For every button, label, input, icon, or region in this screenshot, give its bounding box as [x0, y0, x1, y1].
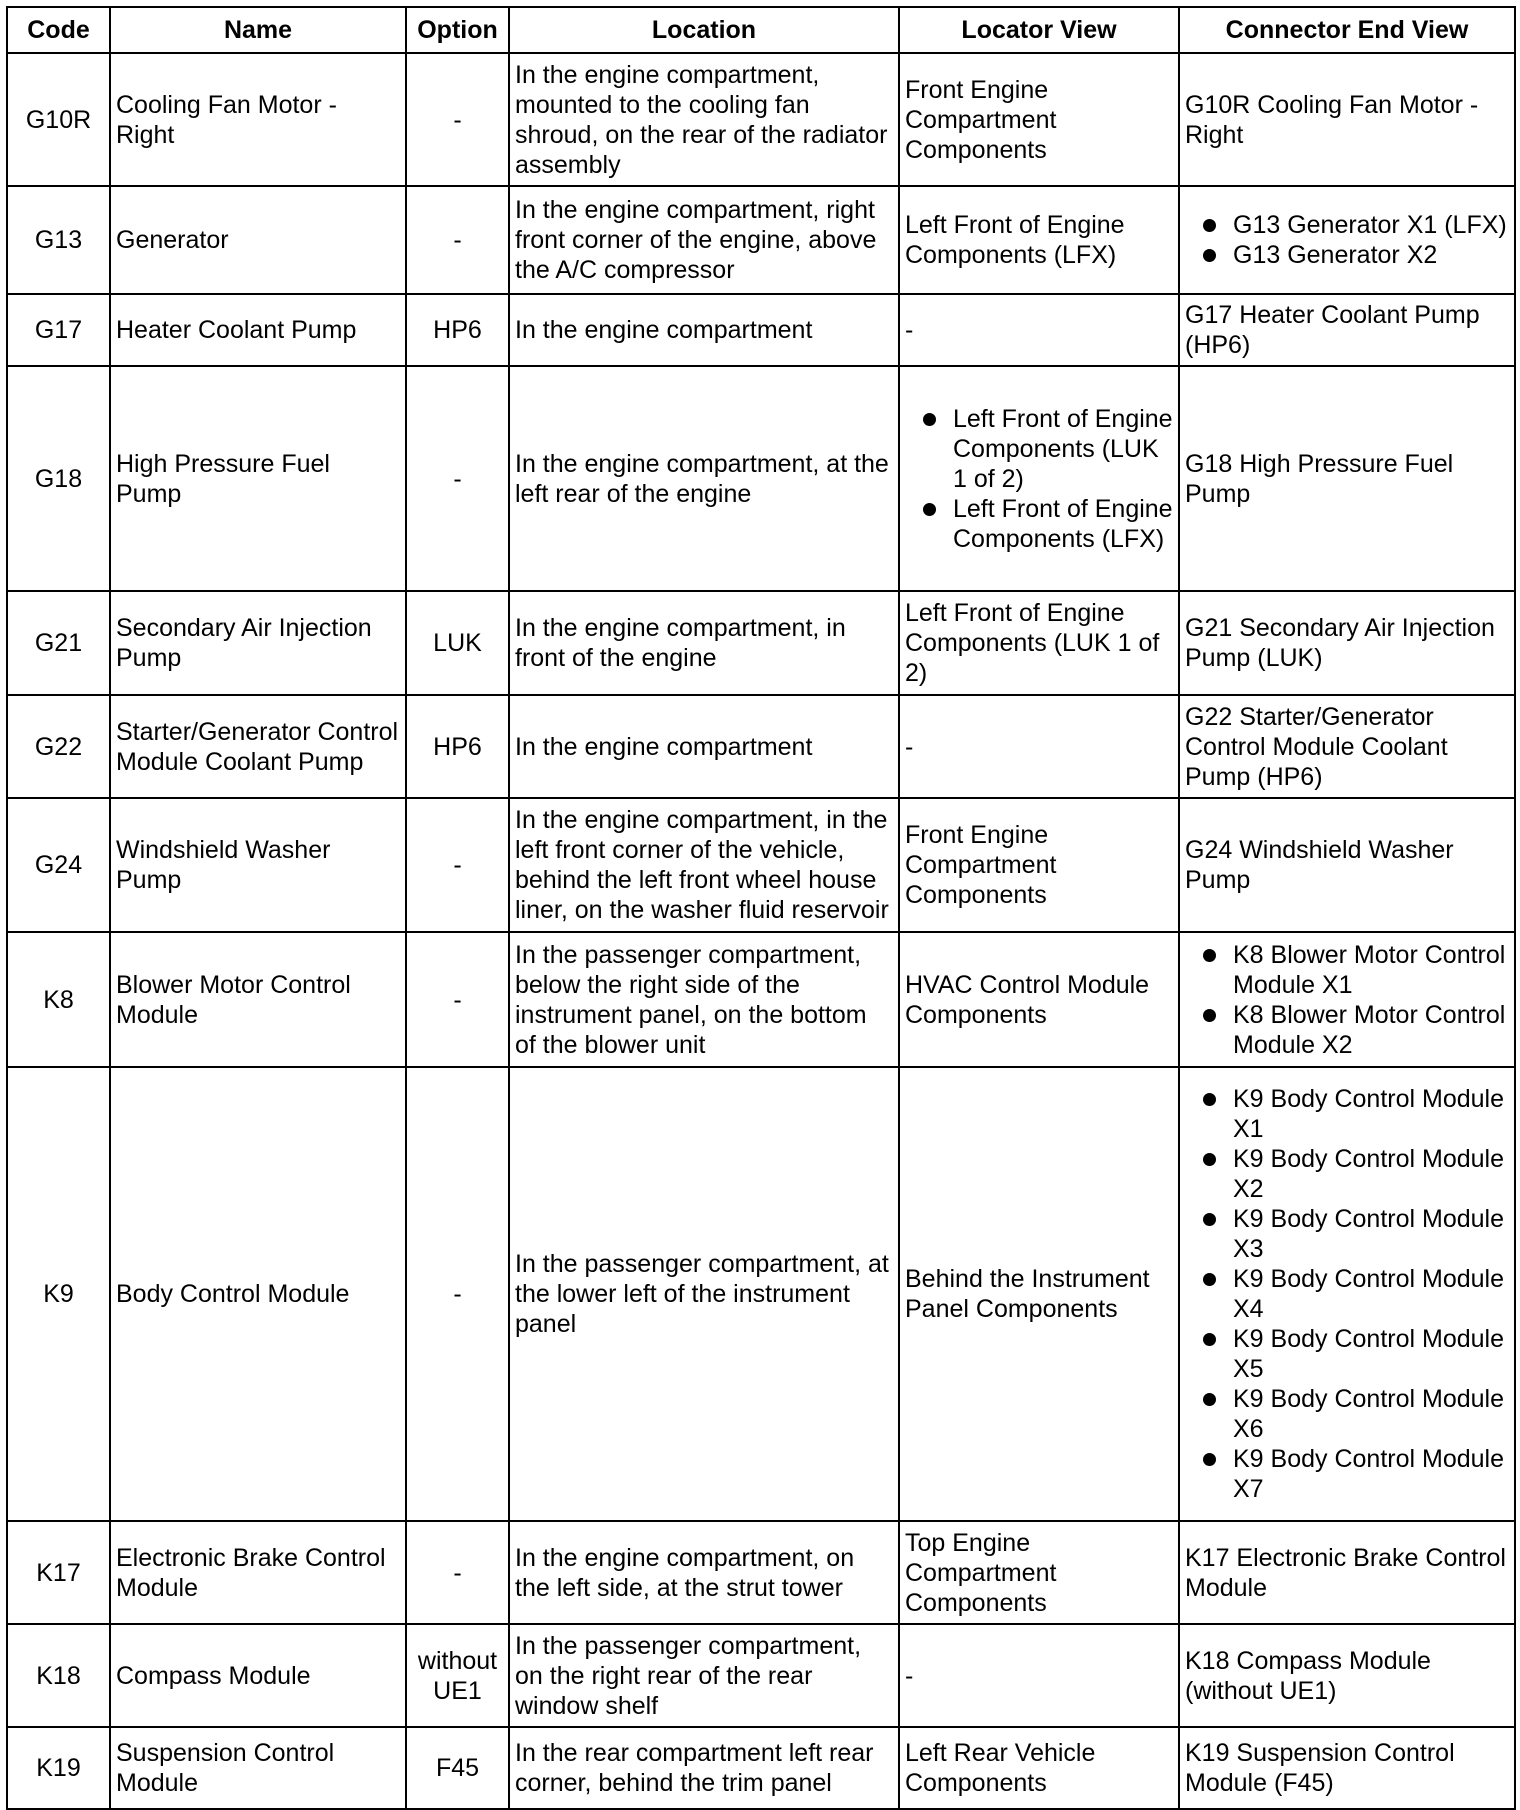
cell-locator-view: - [899, 695, 1179, 798]
table-header [7, 7, 1515, 53]
header-row [7, 7, 1515, 53]
bullet-item: G13 Generator X2 [1185, 240, 1509, 270]
cell-locator-view: Left Front of Engine Components (LUK 1 of 2) [899, 591, 1179, 695]
cell-name: Heater Coolant Pump [110, 294, 406, 366]
cell-location: In the engine compartment, mounted to the cooling fan shroud, on the rear of the radiator assembly [509, 53, 899, 186]
cell-code: G21 [7, 591, 110, 695]
cell-name: Compass Module [110, 1624, 406, 1727]
cell-code: G17 [7, 294, 110, 366]
cell-location: In the rear compartment left rear corner, behind the trim panel [509, 1727, 899, 1809]
cell-location: In the engine compartment, on the left side, at the strut tower [509, 1521, 899, 1624]
cell-locator-view: HVAC Control Module Components [899, 932, 1179, 1067]
cell-connector-end-view: G22 Starter/Generator Control Module Coolant Pump (HP6) [1179, 695, 1515, 798]
cell-connector-end-view: G18 High Pressure Fuel Pump [1179, 366, 1515, 591]
table-row [7, 294, 1515, 366]
cell-code: G10R [7, 53, 110, 186]
table-row [7, 1067, 1515, 1521]
cell-connector-end-view: G17 Heater Coolant Pump (HP6) [1179, 294, 1515, 366]
bullet-item: Left Front of Engine Components (LFX) [905, 494, 1173, 554]
table-row [7, 366, 1515, 591]
cell-option: - [406, 932, 509, 1067]
cell-name: Body Control Module [110, 1067, 406, 1521]
cell-location: In the engine compartment, in the left front corner of the vehicle, behind the left front wheel house liner, on the washer fluid reservoir [509, 798, 899, 932]
bullet-item: G13 Generator X1 (LFX) [1185, 210, 1509, 240]
table-row [7, 591, 1515, 695]
cell-connector-end-view: K17 Electronic Brake Control Module [1179, 1521, 1515, 1624]
cell-locator-view-list [905, 404, 1173, 554]
bullet-item: K9 Body Control Module X2 [1185, 1144, 1509, 1204]
cell-option: - [406, 186, 509, 294]
cell-location: In the engine compartment, right front corner of the engine, above the A/C compressor [509, 186, 899, 294]
cell-option: HP6 [406, 695, 509, 798]
cell-location: In the engine compartment, in front of the engine [509, 591, 899, 695]
table-row [7, 186, 1515, 294]
cell-locator-view: Top Engine Compartment Components [899, 1521, 1179, 1624]
table-row [7, 695, 1515, 798]
bullet-item: K8 Blower Motor Control Module X2 [1185, 1000, 1509, 1060]
cell-option: - [406, 1521, 509, 1624]
cell-code: G24 [7, 798, 110, 932]
bullet-item: K9 Body Control Module X1 [1185, 1084, 1509, 1144]
cell-option: - [406, 53, 509, 186]
cell-locator-view: - [899, 294, 1179, 366]
cell-option: LUK [406, 591, 509, 695]
cell-locator-view [899, 366, 1179, 591]
cell-locator-view: Behind the Instrument Panel Components [899, 1067, 1179, 1521]
bullet-item: K9 Body Control Module X6 [1185, 1384, 1509, 1444]
cell-option: without UE1 [406, 1624, 509, 1727]
bullet-item: Left Front of Engine Components (LUK 1 of 2) [905, 404, 1173, 494]
cell-locator-view: Front Engine Compartment Components [899, 53, 1179, 186]
table-body [7, 53, 1515, 1809]
cell-name: Secondary Air Injection Pump [110, 591, 406, 695]
cell-code: G22 [7, 695, 110, 798]
table-row [7, 53, 1515, 186]
header-connector-end-view: Connector End View [1179, 7, 1515, 53]
table-row [7, 798, 1515, 932]
cell-code: G18 [7, 366, 110, 591]
table-row [7, 932, 1515, 1067]
cell-locator-view: Front Engine Compartment Components [899, 798, 1179, 932]
cell-option: - [406, 1067, 509, 1521]
cell-name: Windshield Washer Pump [110, 798, 406, 932]
cell-locator-view: - [899, 1624, 1179, 1727]
cell-code: K19 [7, 1727, 110, 1809]
bullet-item: K9 Body Control Module X7 [1185, 1444, 1509, 1504]
cell-location: In the passenger compartment, below the right side of the instrument panel, on the bottom of the blower unit [509, 932, 899, 1067]
cell-locator-view: Left Rear Vehicle Components [899, 1727, 1179, 1809]
header-locator-view: Locator View [899, 7, 1179, 53]
cell-option: - [406, 798, 509, 932]
cell-name: Electronic Brake Control Module [110, 1521, 406, 1624]
cell-location: In the passenger compartment, at the lower left of the instrument panel [509, 1067, 899, 1521]
cell-name: Cooling Fan Motor - Right [110, 53, 406, 186]
cell-connector-end-view [1179, 1067, 1515, 1521]
header-name: Name [110, 7, 406, 53]
cell-option: HP6 [406, 294, 509, 366]
cell-location: In the engine compartment [509, 695, 899, 798]
cell-code: K8 [7, 932, 110, 1067]
table-row [7, 1624, 1515, 1727]
header-code: Code [7, 7, 110, 53]
cell-name: Blower Motor Control Module [110, 932, 406, 1067]
cell-option: - [406, 366, 509, 591]
cell-code: K9 [7, 1067, 110, 1521]
cell-name: Suspension Control Module [110, 1727, 406, 1809]
cell-connector-end-view: G10R Cooling Fan Motor - Right [1179, 53, 1515, 186]
cell-location: In the engine compartment [509, 294, 899, 366]
cell-code: G13 [7, 186, 110, 294]
bullet-item: K9 Body Control Module X5 [1185, 1324, 1509, 1384]
cell-connector-end-view [1179, 932, 1515, 1067]
cell-locator-view: Left Front of Engine Components (LFX) [899, 186, 1179, 294]
cell-connector-end-view-list [1185, 210, 1509, 270]
cell-connector-end-view: G21 Secondary Air Injection Pump (LUK) [1179, 591, 1515, 695]
cell-option: F45 [406, 1727, 509, 1809]
cell-location: In the engine compartment, at the left rear of the engine [509, 366, 899, 591]
cell-connector-end-view-list [1185, 940, 1509, 1060]
component-locator-sheet [6, 6, 1514, 1810]
cell-code: K18 [7, 1624, 110, 1727]
bullet-item: K9 Body Control Module X3 [1185, 1204, 1509, 1264]
header-location: Location [509, 7, 899, 53]
table-row [7, 1727, 1515, 1809]
component-locator-table [6, 6, 1516, 1810]
table-row [7, 1521, 1515, 1624]
cell-code: K17 [7, 1521, 110, 1624]
cell-connector-end-view-list [1185, 1084, 1509, 1504]
cell-name: Generator [110, 186, 406, 294]
cell-name: Starter/Generator Control Module Coolant Pump [110, 695, 406, 798]
cell-connector-end-view [1179, 186, 1515, 294]
cell-connector-end-view: K19 Suspension Control Module (F45) [1179, 1727, 1515, 1809]
cell-location: In the passenger compartment, on the right rear of the rear window shelf [509, 1624, 899, 1727]
bullet-item: K9 Body Control Module X4 [1185, 1264, 1509, 1324]
cell-name: High Pressure Fuel Pump [110, 366, 406, 591]
cell-connector-end-view: K18 Compass Module (without UE1) [1179, 1624, 1515, 1727]
cell-connector-end-view: G24 Windshield Washer Pump [1179, 798, 1515, 932]
header-option: Option [406, 7, 509, 53]
bullet-item: K8 Blower Motor Control Module X1 [1185, 940, 1509, 1000]
